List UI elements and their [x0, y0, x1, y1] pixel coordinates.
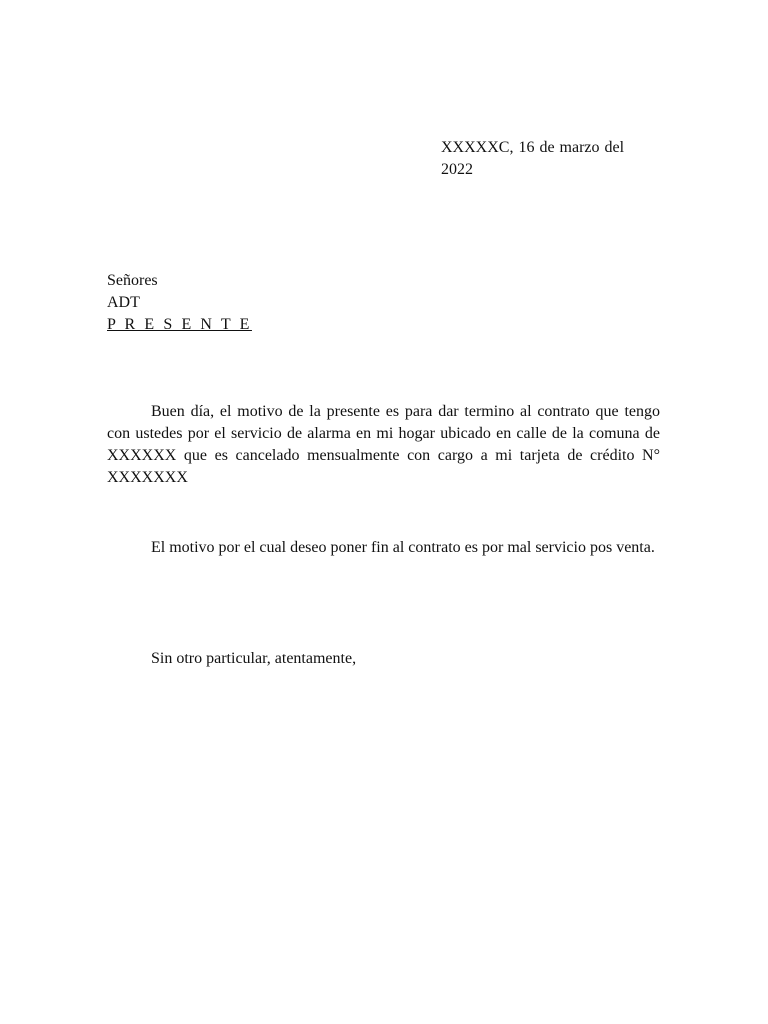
body-paragraph-2: El motivo por el cual deseo poner fin al contrato es por mal servicio pos venta. — [151, 539, 655, 556]
closing-line: Sin otro particular, atentamente, — [151, 650, 357, 667]
body-paragraph-1: Buen día, el motivo de la presente es para dar termino al contrato que tengo con ustedes por el servicio de alarma en mi hogar ubicado en calle de la comuna de XXXXXX que es cancelado mensualmente con cargo a mi tarjeta de crédito N° XXXXXXX — [107, 403, 660, 486]
presente-label: P R E S E N T E — [107, 316, 252, 333]
place-date: XXXXXC, 16 de marzo del 2022 — [441, 139, 625, 178]
recipient-presente — [107, 314, 407, 336]
recipient-salutation: Señores — [107, 272, 158, 289]
recipient-block — [107, 270, 407, 336]
recipient-company: ADT — [107, 294, 140, 311]
